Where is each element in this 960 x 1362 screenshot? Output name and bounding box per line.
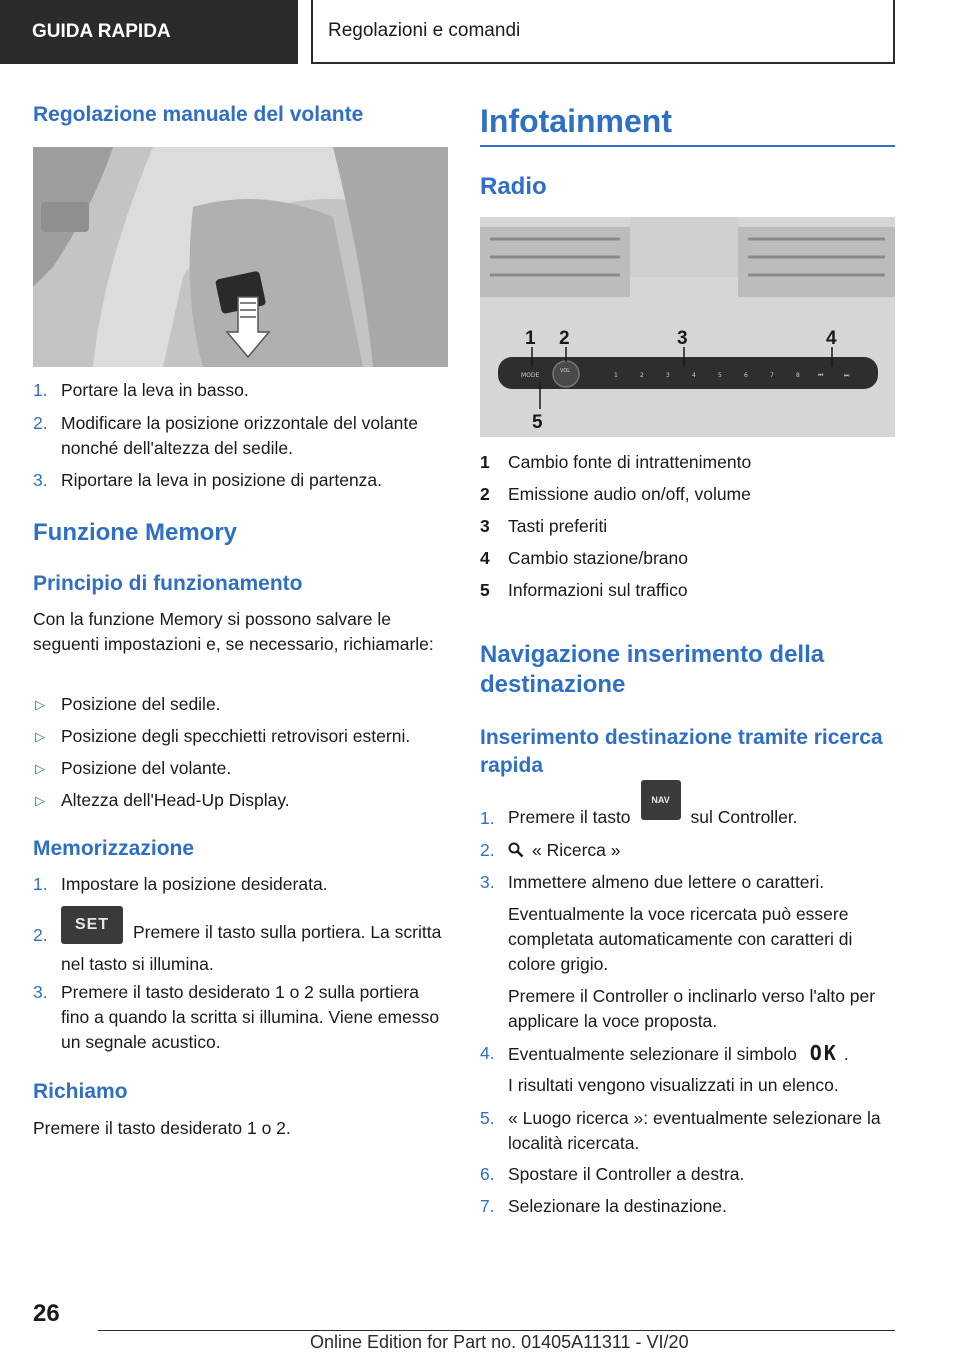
heading-infotainment: Infotainment xyxy=(480,103,672,139)
preset-key-label: 6 xyxy=(744,372,748,379)
step-text xyxy=(61,906,448,974)
step-number: 2. xyxy=(33,925,48,945)
preset-key-label: 8 xyxy=(796,372,800,379)
legend-text: Informazioni sul traffico xyxy=(508,580,688,600)
heading-quick-search: Inserimento destinazione tramite ricerca rapida xyxy=(480,726,883,777)
step-text-a: Eventualmente selezionare il simbolo xyxy=(508,1044,797,1064)
chapter-tab xyxy=(311,0,895,64)
ok-icon: OK xyxy=(809,1041,838,1065)
step-number: 1. xyxy=(480,808,495,828)
step-number: 6. xyxy=(480,1164,495,1184)
step-paragraph: Premere il Controller o inclinarlo verso l'alto per applicare la voce proposta. xyxy=(508,986,876,1031)
bullet-icon: ▷ xyxy=(35,729,45,744)
next-track-icon: ⏭ xyxy=(844,373,850,379)
bullet-text: Posizione del sedile. xyxy=(61,694,221,714)
step-text-tail: . xyxy=(843,1044,849,1064)
heading-navigation: Navigazione inserimento della destinazione xyxy=(480,641,825,698)
prev-track-icon: ⏮ xyxy=(818,373,824,379)
steering-column-photo xyxy=(33,147,448,367)
nav-button-icon: NAV xyxy=(641,780,681,820)
step-text: « Luogo ricerca »: eventualmente selezionare la località ricercata. xyxy=(508,1108,881,1153)
vol-label: VOL xyxy=(560,368,571,374)
preset-key-label: 2 xyxy=(640,372,644,379)
callout-3: 3 xyxy=(677,328,688,349)
page-number: 26 xyxy=(33,1300,60,1327)
heading-recall: Richiamo xyxy=(33,1080,128,1103)
heading-radio: Radio xyxy=(480,173,547,200)
step-text: Spostare il Controller a destra. xyxy=(508,1164,745,1184)
step-number: 1. xyxy=(33,380,48,400)
callout-2: 2 xyxy=(559,328,570,349)
step-text xyxy=(508,1041,895,1067)
step-number: 3. xyxy=(33,470,48,490)
preset-key-label: 7 xyxy=(770,372,774,379)
step-text: Selezionare la destinazione. xyxy=(508,1196,727,1216)
principle-text: Con la funzione Memory si possono salvare le seguenti impostazioni e, se necessario, richiamarle: xyxy=(33,609,434,654)
step-text xyxy=(508,788,895,828)
legend-number: 4 xyxy=(480,548,490,568)
step-text: Immettere almeno due lettere o caratteri. xyxy=(508,872,825,892)
footer-edition: Online Edition for Part no. 01405A11311 - VI/20 xyxy=(310,1332,689,1352)
legend-text: Emissione audio on/off, volume xyxy=(508,484,751,504)
heading-save: Memorizzazione xyxy=(33,837,195,860)
preset-key-label: 4 xyxy=(692,372,696,379)
recall-text: Premere il tasto desiderato 1 o 2. xyxy=(33,1118,291,1138)
step-number: 2. xyxy=(480,840,495,860)
legend-number: 2 xyxy=(480,484,490,504)
step-number: 4. xyxy=(480,1043,495,1063)
heading-manual-steering: Regolazione manuale del volante xyxy=(33,103,364,126)
callout-4: 4 xyxy=(826,328,837,349)
search-label: « Ricerca » xyxy=(532,840,621,860)
callout-5: 5 xyxy=(532,412,543,433)
step-number: 1. xyxy=(33,874,48,894)
search-icon xyxy=(508,842,524,858)
step-text: Modificare la posizione orizzontale del volante nonché dell'altezza del sedile. xyxy=(61,413,419,458)
step-text-b: sul Controller. xyxy=(690,806,798,827)
step-number: 7. xyxy=(480,1196,495,1216)
legend-text: Cambio stazione/brano xyxy=(508,548,688,568)
bullet-text: Posizione del volante. xyxy=(61,758,232,778)
step-text xyxy=(508,838,895,863)
legend-number: 3 xyxy=(480,516,490,536)
preset-key-label: 1 xyxy=(614,372,618,379)
step-paragraph: Eventualmente la voce ricercata può essere completata automaticamente con caratteri di colore grigio. xyxy=(508,904,853,974)
heading-rule xyxy=(480,145,895,147)
step-text: Riportare la leva in posizione di partenza. xyxy=(61,470,383,490)
bullet-icon: ▷ xyxy=(35,761,45,776)
step-number: 3. xyxy=(33,982,48,1002)
legend-number: 1 xyxy=(480,452,490,472)
step-text: Portare la leva in basso. xyxy=(61,380,249,400)
preset-key-label: 3 xyxy=(666,372,670,379)
radio-panel-illustration xyxy=(480,217,895,437)
set-button-icon: SET xyxy=(61,906,123,944)
step-paragraph: I risultati vengono visualizzati in un elenco. xyxy=(508,1075,839,1095)
legend-text: Cambio fonte di intrattenimento xyxy=(508,452,752,472)
step-text: Impostare la posizione desiderata. xyxy=(61,874,328,894)
step-number: 2. xyxy=(33,413,48,433)
radio-panel-photo xyxy=(480,217,895,437)
step-text-a: Premere il tasto xyxy=(508,806,631,827)
step-number: 3. xyxy=(480,872,495,892)
legend-number: 5 xyxy=(480,580,490,600)
list-item xyxy=(480,788,895,832)
steering-lever-illustration xyxy=(33,147,448,367)
footer-rule xyxy=(98,1330,895,1331)
section-tab xyxy=(0,0,298,64)
step-text: Premere il tasto desiderato 1 o 2 sulla portiera fino a quando la scritta si illumina. Viene emesso un segnale acustico. xyxy=(61,982,440,1052)
set-step-text: Premere il tasto sulla portiera. La scritta nel tasto si illumina. xyxy=(61,921,442,974)
section-title: GUIDA RAPIDA xyxy=(32,21,171,42)
heading-principle: Principio di funzionamento xyxy=(33,572,303,595)
chapter-title: Regolazioni e comandi xyxy=(328,20,521,41)
bullet-text: Altezza dell'Head-Up Display. xyxy=(61,790,290,810)
bullet-icon: ▷ xyxy=(35,697,45,712)
mode-label: MODE xyxy=(521,372,540,379)
callout-1: 1 xyxy=(525,328,536,349)
legend-text: Tasti preferiti xyxy=(508,516,608,536)
step-number: 5. xyxy=(480,1108,495,1128)
preset-key-label: 5 xyxy=(718,372,722,379)
bullet-text: Posizione degli specchietti retrovisori esterni. xyxy=(61,726,411,746)
bullet-icon: ▷ xyxy=(35,793,45,808)
heading-memory: Funzione Memory xyxy=(33,519,238,546)
